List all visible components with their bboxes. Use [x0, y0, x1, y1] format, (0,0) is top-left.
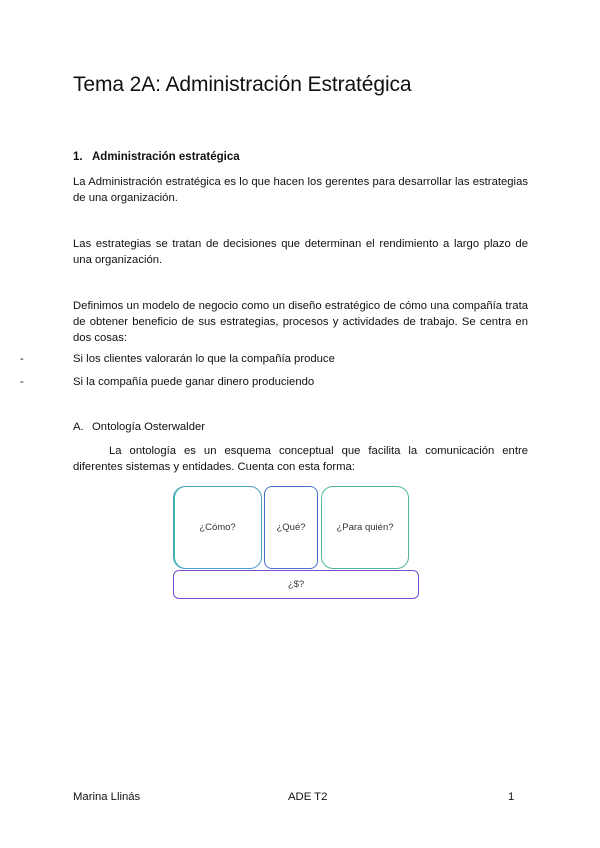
diagram-box-dinero [173, 570, 419, 599]
paragraph-definition: La Administración estratégica es lo que hacen los gerentes para desarrollar las estrategias de una organización. [73, 176, 528, 204]
section-heading-text: Administración estratégica [92, 151, 240, 163]
section-number: 1. [73, 151, 83, 163]
diagram-label-dinero: ¿$? [287, 579, 305, 590]
diagram-box-como [173, 486, 262, 569]
subsection-heading [73, 421, 205, 433]
footer-page-number: 1 [508, 791, 515, 803]
subsection-letter: A. [73, 421, 84, 433]
paragraph-ontology: La ontología es un esquema conceptual que facilita la comunicación entre diferentes sistemas y entidades. Cuenta con esta forma: [73, 445, 528, 473]
footer-author: Marina Llinás [73, 791, 141, 803]
bullet-marker: - [20, 376, 24, 388]
list-item [20, 374, 314, 390]
diagram-label-para-quien: ¿Para quién? [336, 522, 394, 533]
paragraph-strategies: Las estrategias se tratan de decisiones que determinan el rendimiento a largo plazo de una organización. [73, 238, 528, 266]
section-heading [73, 151, 240, 163]
subsection-heading-text: Ontología Osterwalder [92, 421, 206, 433]
diagram-label-como: ¿Cómo? [199, 522, 236, 533]
paragraph-business-model: Definimos un modelo de negocio como un diseño estratégico de cómo una compañía trata de obtener beneficio de sus estrategias, procesos y actividades de trabajo. Se centra en dos cosas: [73, 300, 528, 344]
page-title: Tema 2A: Administración Estratégica [73, 73, 412, 96]
list-item [20, 351, 335, 367]
list-item-text: Si los clientes valorarán lo que la compañía produce [73, 353, 335, 365]
list-item-text: Si la compañía puede ganar dinero produciendo [73, 376, 315, 388]
bullet-marker: - [20, 353, 24, 365]
footer-course: ADE T2 [288, 791, 328, 803]
diagram-box-para-quien [321, 486, 409, 569]
diagram-label-que: ¿Qué? [276, 522, 306, 533]
diagram-box-que [264, 486, 318, 569]
